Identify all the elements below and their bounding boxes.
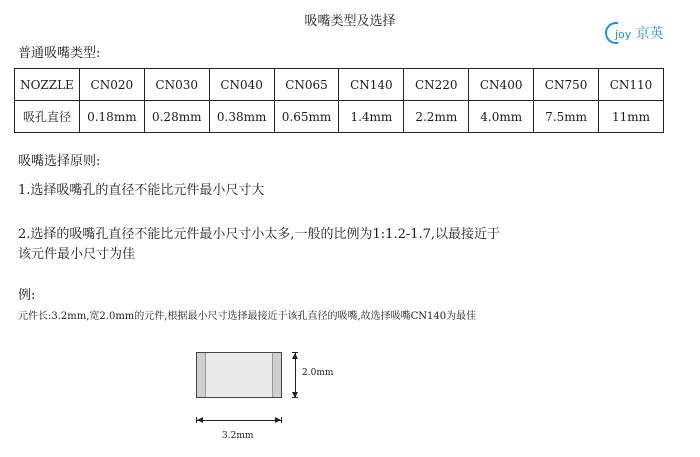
table-cell: 11mm [599, 101, 664, 133]
logo [605, 20, 695, 48]
table-cell: 7.5mm [534, 101, 599, 133]
table-cell: 4.0mm [469, 101, 534, 133]
logo-prefix: joy [615, 28, 632, 41]
nozzle-table [14, 68, 664, 133]
table-cell: CN220 [404, 69, 469, 101]
component-diagram [180, 340, 360, 455]
principle-heading: 吸嘴选择原则: [18, 154, 101, 169]
table-cell: CN040 [209, 69, 274, 101]
table-cell: 吸孔直径 [15, 101, 80, 133]
width-dimension-label: 2.0mm [302, 368, 334, 378]
chip-component [196, 352, 282, 398]
rule-1: 1.选择吸嘴孔的直径不能比元件最小尺寸大 [18, 183, 265, 198]
types-heading: 普通吸嘴类型: [18, 46, 101, 61]
table-cell: CN030 [144, 69, 209, 101]
chip-terminal-right [272, 353, 281, 397]
table-cell: 0.18mm [79, 101, 144, 133]
table-cell: 0.38mm [209, 101, 274, 133]
table-cell: CN065 [274, 69, 339, 101]
table-cell: CN140 [339, 69, 404, 101]
table-cell: CN750 [534, 69, 599, 101]
page-title: 吸嘴类型及选择 [304, 14, 396, 29]
arrow-up-icon [292, 353, 298, 359]
arrow-right-icon [275, 417, 281, 423]
table-cell: CN020 [79, 69, 144, 101]
table-cell: 0.28mm [144, 101, 209, 133]
table-cell: CN110 [599, 69, 664, 101]
example-heading: 例: [18, 288, 36, 303]
length-dimension-line [196, 420, 282, 421]
table-cell: NOZZLE [15, 69, 80, 101]
table-cell: 2.2mm [404, 101, 469, 133]
table-header-row [15, 69, 664, 101]
rule-2-line-2: 该元件最小尺寸为佳 [18, 247, 136, 262]
arrow-down-icon [292, 392, 298, 398]
example-text: 元件长:3.2mm,宽2.0mm的元件,根据最小尺寸选择最接近于该孔直径的吸嘴,故选择吸嘴CN140为最佳 [18, 311, 477, 322]
rule-2-line-1: 2.选择的吸嘴孔直径不能比元件最小尺寸小太多,一般的比例为1:1.2-1.7,以最接近于 [18, 227, 501, 242]
chip-terminal-left [197, 353, 206, 397]
table-cell: 1.4mm [339, 101, 404, 133]
logo-text [615, 23, 664, 43]
arrow-left-icon [197, 417, 203, 423]
table-row [15, 101, 664, 133]
table-cell: CN400 [469, 69, 534, 101]
table-cell: 0.65mm [274, 101, 339, 133]
logo-name: 京英 [635, 26, 664, 42]
length-dimension-label: 3.2mm [222, 431, 254, 441]
